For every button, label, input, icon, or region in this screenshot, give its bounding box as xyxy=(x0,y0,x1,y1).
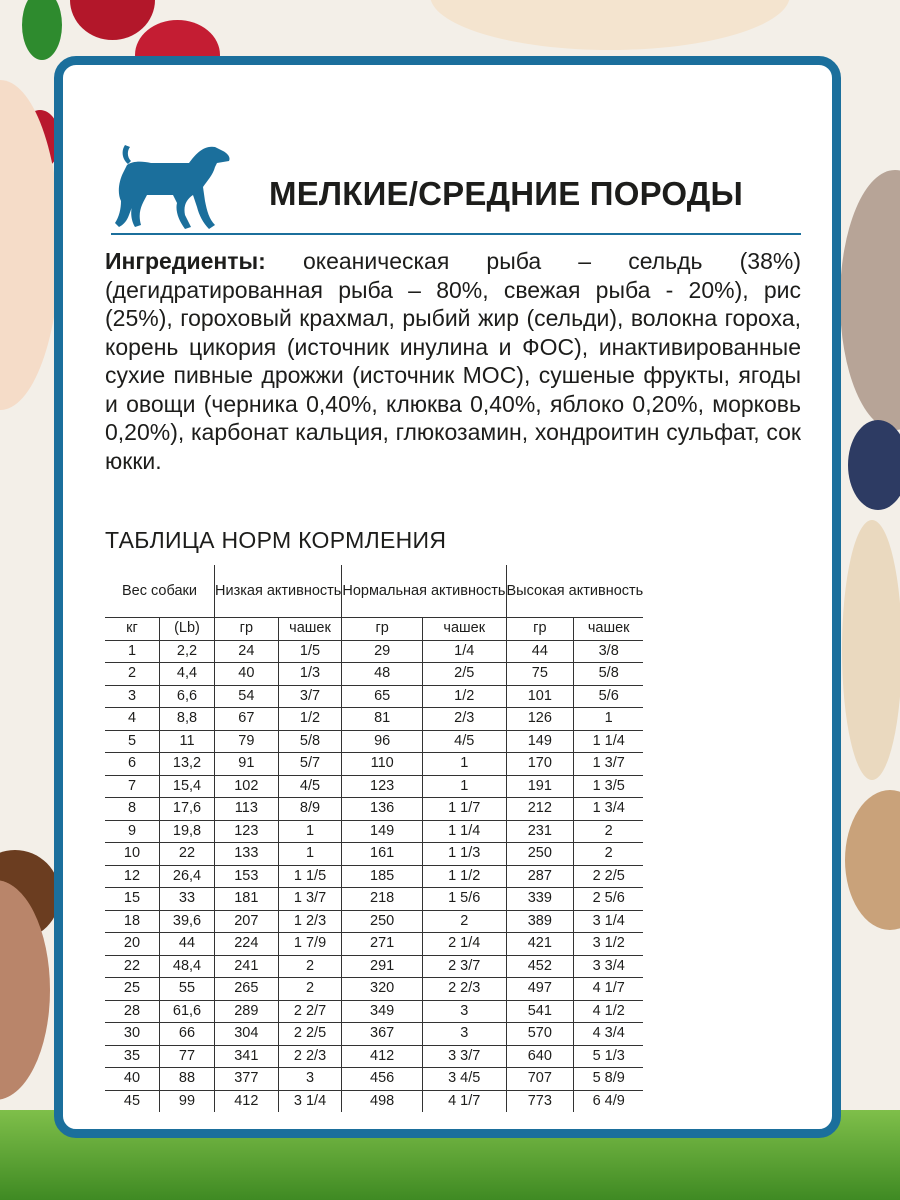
subheader-high-gr: гр xyxy=(506,618,574,641)
table-cell: 456 xyxy=(342,1068,423,1091)
table-row xyxy=(105,640,643,663)
table-header-row xyxy=(105,565,643,618)
table-cell: 707 xyxy=(506,1068,574,1091)
table-cell: 1 xyxy=(574,708,644,731)
table-cell: 1/2 xyxy=(422,685,506,708)
table-cell: 3 1/2 xyxy=(574,933,644,956)
table-cell: 170 xyxy=(506,753,574,776)
table-cell: 67 xyxy=(215,708,279,731)
table-row xyxy=(105,1000,643,1023)
table-cell: 5 8/9 xyxy=(574,1068,644,1091)
table-cell: 2 2/5 xyxy=(278,1023,342,1046)
table-cell: 231 xyxy=(506,820,574,843)
table-cell: 2/5 xyxy=(422,663,506,686)
table-cell: 30 xyxy=(105,1023,160,1046)
table-cell: 421 xyxy=(506,933,574,956)
table-cell: 4/5 xyxy=(422,730,506,753)
table-cell: 15 xyxy=(105,888,160,911)
table-cell: 101 xyxy=(506,685,574,708)
table-row xyxy=(105,753,643,776)
table-cell: 341 xyxy=(215,1045,279,1068)
table-cell: 185 xyxy=(342,865,423,888)
table-cell: 44 xyxy=(506,640,574,663)
table-cell: 3 xyxy=(422,1000,506,1023)
table-cell: 250 xyxy=(506,843,574,866)
table-cell: 2 3/7 xyxy=(422,955,506,978)
table-cell: 4 1/7 xyxy=(422,1090,506,1112)
table-cell: 75 xyxy=(506,663,574,686)
table-cell: 99 xyxy=(160,1090,215,1112)
table-cell: 48,4 xyxy=(160,955,215,978)
table-cell: 15,4 xyxy=(160,775,215,798)
table-row xyxy=(105,663,643,686)
header-high-activity: Высокая активность xyxy=(506,565,643,618)
table-cell: 570 xyxy=(506,1023,574,1046)
table-cell: 22 xyxy=(105,955,160,978)
subheader-normal-gr: гр xyxy=(342,618,423,641)
table-cell: 389 xyxy=(506,910,574,933)
table-cell: 1 xyxy=(422,753,506,776)
table-cell: 113 xyxy=(215,798,279,821)
table-cell: 1 1/2 xyxy=(422,865,506,888)
table-row xyxy=(105,1090,643,1112)
table-cell: 6,6 xyxy=(160,685,215,708)
table-cell: 5 xyxy=(105,730,160,753)
table-cell: 149 xyxy=(506,730,574,753)
table-cell: 126 xyxy=(506,708,574,731)
table-cell: 1 1/4 xyxy=(422,820,506,843)
table-cell: 4 xyxy=(105,708,160,731)
table-cell: 10 xyxy=(105,843,160,866)
table-cell: 2 xyxy=(278,978,342,1001)
table-cell: 5/6 xyxy=(574,685,644,708)
table-cell: 40 xyxy=(105,1068,160,1091)
table-cell: 1 7/9 xyxy=(278,933,342,956)
table-cell: 65 xyxy=(342,685,423,708)
table-cell: 2 xyxy=(278,955,342,978)
table-cell: 39,6 xyxy=(160,910,215,933)
table-cell: 8 xyxy=(105,798,160,821)
table-row xyxy=(105,933,643,956)
table-cell: 2/3 xyxy=(422,708,506,731)
table-cell: 3 1/4 xyxy=(574,910,644,933)
table-cell: 1 xyxy=(105,640,160,663)
ingredients-label: Ингредиенты: xyxy=(105,248,266,274)
table-cell: 349 xyxy=(342,1000,423,1023)
table-cell: 1/5 xyxy=(278,640,342,663)
table-row xyxy=(105,798,643,821)
table-cell: 6 xyxy=(105,753,160,776)
background-blueberry xyxy=(848,420,900,510)
table-cell: 640 xyxy=(506,1045,574,1068)
table-cell: 287 xyxy=(506,865,574,888)
table-cell: 8/9 xyxy=(278,798,342,821)
table-cell: 2 xyxy=(574,843,644,866)
table-cell: 102 xyxy=(215,775,279,798)
table-cell: 66 xyxy=(160,1023,215,1046)
background-chestnut xyxy=(845,790,900,930)
table-cell: 44 xyxy=(160,933,215,956)
table-cell: 3 1/4 xyxy=(278,1090,342,1112)
table-cell: 3 xyxy=(422,1023,506,1046)
table-cell: 212 xyxy=(506,798,574,821)
table-row xyxy=(105,708,643,731)
table-cell: 22 xyxy=(160,843,215,866)
table-cell: 153 xyxy=(215,865,279,888)
table-cell: 412 xyxy=(215,1090,279,1112)
table-row xyxy=(105,955,643,978)
table-cell: 241 xyxy=(215,955,279,978)
table-body xyxy=(105,640,643,1112)
table-cell: 96 xyxy=(342,730,423,753)
table-cell: 110 xyxy=(342,753,423,776)
table-cell: 218 xyxy=(342,888,423,911)
table-cell: 5 1/3 xyxy=(574,1045,644,1068)
table-cell: 773 xyxy=(506,1090,574,1112)
header-normal-activity: Нормальная активность xyxy=(342,565,506,618)
table-cell: 48 xyxy=(342,663,423,686)
table-cell: 207 xyxy=(215,910,279,933)
table-row xyxy=(105,1068,643,1091)
table-cell: 1/2 xyxy=(278,708,342,731)
table-cell: 2 1/4 xyxy=(422,933,506,956)
table-cell: 541 xyxy=(506,1000,574,1023)
dog-icon xyxy=(111,137,236,237)
table-cell: 26,4 xyxy=(160,865,215,888)
table-cell: 55 xyxy=(160,978,215,1001)
table-cell: 2,2 xyxy=(160,640,215,663)
table-cell: 271 xyxy=(342,933,423,956)
table-row xyxy=(105,1045,643,1068)
table-cell: 3 xyxy=(278,1068,342,1091)
table-cell: 181 xyxy=(215,888,279,911)
table-cell: 1/4 xyxy=(422,640,506,663)
table-cell: 2 2/3 xyxy=(278,1045,342,1068)
table-cell: 91 xyxy=(215,753,279,776)
subheader-normal-cups: чашек xyxy=(422,618,506,641)
header-low-activity: Низкая активность xyxy=(215,565,342,618)
table-cell: 289 xyxy=(215,1000,279,1023)
table-row xyxy=(105,730,643,753)
table-cell: 61,6 xyxy=(160,1000,215,1023)
table-cell: 1 1/3 xyxy=(422,843,506,866)
page-title: МЕЛКИЕ/СРЕДНИЕ ПОРОДЫ xyxy=(269,175,743,212)
table-cell: 1 1/7 xyxy=(422,798,506,821)
table-cell: 5/8 xyxy=(278,730,342,753)
header-weight: Вес собаки xyxy=(105,565,215,618)
table-cell: 149 xyxy=(342,820,423,843)
table-cell: 3 xyxy=(105,685,160,708)
feeding-table-title: ТАБЛИЦА НОРМ КОРМЛЕНИЯ xyxy=(105,527,447,553)
background-leaf xyxy=(22,0,62,60)
table-cell: 1 xyxy=(278,843,342,866)
table-cell: 17,6 xyxy=(160,798,215,821)
table-cell: 8,8 xyxy=(160,708,215,731)
table-cell: 9 xyxy=(105,820,160,843)
table-cell: 5/8 xyxy=(574,663,644,686)
table-cell: 7 xyxy=(105,775,160,798)
table-cell: 161 xyxy=(342,843,423,866)
table-cell: 24 xyxy=(215,640,279,663)
table-cell: 123 xyxy=(215,820,279,843)
table-cell: 123 xyxy=(342,775,423,798)
table-cell: 452 xyxy=(506,955,574,978)
table-cell: 1 3/5 xyxy=(574,775,644,798)
subheader-low-cups: чашек xyxy=(278,618,342,641)
header-divider xyxy=(111,233,801,235)
table-cell: 497 xyxy=(506,978,574,1001)
table-cell: 1 1/4 xyxy=(574,730,644,753)
table-cell: 136 xyxy=(342,798,423,821)
table-cell: 35 xyxy=(105,1045,160,1068)
table-cell: 2 xyxy=(105,663,160,686)
subheader-lb: (Lb) xyxy=(160,618,215,641)
table-cell: 4 1/7 xyxy=(574,978,644,1001)
table-cell: 191 xyxy=(506,775,574,798)
subheader-high-cups: чашек xyxy=(574,618,644,641)
table-cell: 3 4/5 xyxy=(422,1068,506,1091)
table-cell: 5/7 xyxy=(278,753,342,776)
table-cell: 29 xyxy=(342,640,423,663)
table-cell: 1 xyxy=(422,775,506,798)
table-cell: 1 xyxy=(278,820,342,843)
table-cell: 3 3/7 xyxy=(422,1045,506,1068)
table-cell: 2 5/6 xyxy=(574,888,644,911)
table-cell: 320 xyxy=(342,978,423,1001)
table-cell: 3/8 xyxy=(574,640,644,663)
table-cell: 13,2 xyxy=(160,753,215,776)
background-fish xyxy=(840,170,900,430)
table-cell: 28 xyxy=(105,1000,160,1023)
table-row xyxy=(105,820,643,843)
table-cell: 224 xyxy=(215,933,279,956)
table-cell: 291 xyxy=(342,955,423,978)
table-subheader-row xyxy=(105,618,643,641)
table-cell: 81 xyxy=(342,708,423,731)
table-cell: 367 xyxy=(342,1023,423,1046)
table-cell: 2 2/5 xyxy=(574,865,644,888)
table-cell: 40 xyxy=(215,663,279,686)
table-cell: 2 xyxy=(574,820,644,843)
table-cell: 12 xyxy=(105,865,160,888)
table-cell: 3/7 xyxy=(278,685,342,708)
background-apple-slice xyxy=(430,0,790,50)
table-cell: 19,8 xyxy=(160,820,215,843)
table-cell: 77 xyxy=(160,1045,215,1068)
table-cell: 1 5/6 xyxy=(422,888,506,911)
feeding-table xyxy=(105,565,643,1112)
table-cell: 412 xyxy=(342,1045,423,1068)
table-cell: 339 xyxy=(506,888,574,911)
table-cell: 1 3/4 xyxy=(574,798,644,821)
table-cell: 79 xyxy=(215,730,279,753)
subheader-low-gr: гр xyxy=(215,618,279,641)
table-cell: 6 4/9 xyxy=(574,1090,644,1112)
table-cell: 377 xyxy=(215,1068,279,1091)
table-cell: 1 3/7 xyxy=(574,753,644,776)
table-cell: 1 1/5 xyxy=(278,865,342,888)
table-cell: 1/3 xyxy=(278,663,342,686)
table-cell: 265 xyxy=(215,978,279,1001)
ingredients-body: океаническая рыба – сельдь (38%) (дегидратированная рыба – 80%, свежая рыба - 20%), рис (25%), гороховый крахмал, рыбий жир (сельди), волокна гороха, корень цикория (источник инулина и ФОС), инактивированные сухие пивные дрожжи (источник МОС), сушеные фрукты, ягоды и овощи (черника 0,40%, клюква 0,40%, яблоко 0,20%, морковь 0,20%), карбонат кальция, глюкозамин, хондроитин сульфат, сок юкки. xyxy=(105,248,802,474)
table-cell: 4,4 xyxy=(160,663,215,686)
table-cell: 2 xyxy=(422,910,506,933)
table-cell: 45 xyxy=(123,1092,141,1109)
table-cell: 1 2/3 xyxy=(278,910,342,933)
table-cell: 88 xyxy=(160,1068,215,1091)
table-cell: 1 3/7 xyxy=(278,888,342,911)
table-row xyxy=(105,978,643,1001)
table-cell: 304 xyxy=(215,1023,279,1046)
header xyxy=(111,137,801,243)
ingredients-text xyxy=(105,247,801,475)
table-cell: 4 3/4 xyxy=(574,1023,644,1046)
table-cell: 2 2/7 xyxy=(278,1000,342,1023)
table-cell: 20 xyxy=(105,933,160,956)
info-card xyxy=(54,56,841,1138)
table-cell: 4/5 xyxy=(278,775,342,798)
table-row xyxy=(105,888,643,911)
table-row xyxy=(105,843,643,866)
table-cell: 18 xyxy=(105,910,160,933)
table-cell: 11 xyxy=(160,730,215,753)
table-cell: 25 xyxy=(105,978,160,1001)
table-cell: 54 xyxy=(215,685,279,708)
subheader-kg: кг xyxy=(105,618,160,641)
table-cell: 250 xyxy=(342,910,423,933)
table-cell: 2 2/3 xyxy=(422,978,506,1001)
table-row xyxy=(105,910,643,933)
table-cell: 133 xyxy=(215,843,279,866)
table-cell: 498 xyxy=(342,1090,423,1112)
table-row xyxy=(105,1023,643,1046)
table-cell: 4 1/2 xyxy=(574,1000,644,1023)
background-grain xyxy=(842,520,900,780)
table-row xyxy=(105,685,643,708)
table-cell: 33 xyxy=(160,888,215,911)
table-cell: 3 3/4 xyxy=(574,955,644,978)
table-row xyxy=(105,865,643,888)
table-row xyxy=(105,775,643,798)
